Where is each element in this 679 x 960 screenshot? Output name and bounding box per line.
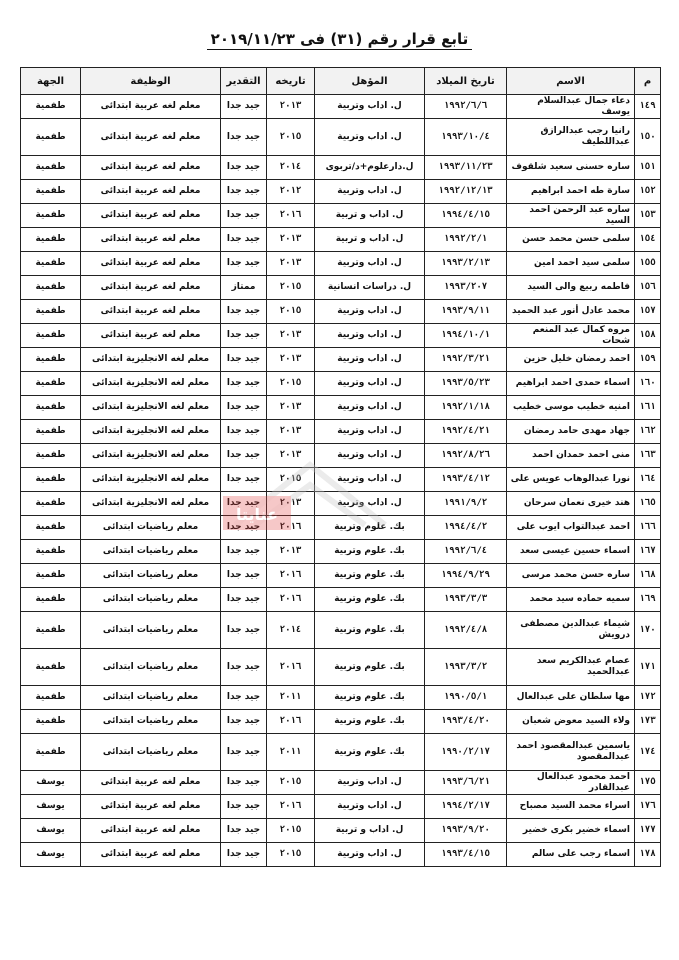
row-name-cell: جهاد مهدى حامد رمضان	[507, 420, 635, 444]
row-job-cell: معلم لغه عربية ابتدائى	[81, 771, 221, 795]
row-qualification-cell: ل. اداب وتربية	[315, 468, 425, 492]
row-index-cell: ١٧٠	[635, 612, 661, 649]
row-birth-date-cell: ١٩٩٤/٢/١٧	[425, 795, 507, 819]
row-index-cell: ١٥٧	[635, 300, 661, 324]
row-name-cell: رانيا رجب عبدالرازق عبداللطيف	[507, 119, 635, 156]
row-qualification-year-cell: ٢٠١٥	[267, 843, 315, 867]
row-department-cell: طفمية	[21, 516, 81, 540]
row-qualification-cell: ل. اداب وتربية	[315, 444, 425, 468]
table-body	[21, 95, 661, 867]
row-job-cell: معلم لغه عربية ابتدائى	[81, 119, 221, 156]
table-row	[21, 819, 661, 843]
row-department-cell: طفمية	[21, 444, 81, 468]
appointments-table	[20, 67, 661, 867]
row-grade-cell: جيد جدا	[221, 843, 267, 867]
row-qualification-cell: ل. دراسات انسانية	[315, 276, 425, 300]
row-qualification-cell: ل. اداب وتربية	[315, 771, 425, 795]
row-name-cell: ساره حسنى سعيد شلقوف	[507, 156, 635, 180]
table-row	[21, 843, 661, 867]
row-qualification-cell: بك. علوم وتربية	[315, 649, 425, 686]
row-qualification-year-cell: ٢٠١١	[267, 734, 315, 771]
row-qualification-year-cell: ٢٠١٥	[267, 468, 315, 492]
row-qualification-cell: ل. اداب وتربية	[315, 180, 425, 204]
row-birth-date-cell: ١٩٩٢/١/١٨	[425, 396, 507, 420]
table-row	[21, 348, 661, 372]
row-qualification-cell: ل. اداب وتربية	[315, 348, 425, 372]
row-grade-cell: جيد جدا	[221, 348, 267, 372]
row-index-cell: ١٥٢	[635, 180, 661, 204]
table-row	[21, 795, 661, 819]
row-job-cell: معلم لغه عربية ابتدائى	[81, 276, 221, 300]
col-header-index: م	[635, 68, 661, 95]
row-name-cell: سميه حماده سيد محمد	[507, 588, 635, 612]
row-qualification-year-cell: ٢٠١٦	[267, 649, 315, 686]
row-department-cell: طفمية	[21, 276, 81, 300]
row-name-cell: مها سلطان على عبدالعال	[507, 686, 635, 710]
row-name-cell: دعاء جمال عبدالسلام يوسف	[507, 95, 635, 119]
row-birth-date-cell: ١٩٩٣/٢/١٣	[425, 252, 507, 276]
row-grade-cell: ممتاز	[221, 276, 267, 300]
row-qualification-year-cell: ٢٠١٣	[267, 228, 315, 252]
row-job-cell: معلم لغه الانجليزية ابتدائى	[81, 492, 221, 516]
row-name-cell: احمد عبدالتواب ايوب على	[507, 516, 635, 540]
row-job-cell: معلم لغه الانجليزية ابتدائى	[81, 468, 221, 492]
row-qualification-cell: ل. اداب وتربية	[315, 795, 425, 819]
row-grade-cell: جيد جدا	[221, 396, 267, 420]
col-header-qualification-year: تاريخه	[267, 68, 315, 95]
row-birth-date-cell: ١٩٩٣/٤/١٥	[425, 843, 507, 867]
row-department-cell: طفمية	[21, 228, 81, 252]
row-department-cell: يوسف	[21, 819, 81, 843]
row-qualification-year-cell: ٢٠١٣	[267, 492, 315, 516]
row-name-cell: اسماء خضير بكرى خضير	[507, 819, 635, 843]
row-index-cell: ١٧٨	[635, 843, 661, 867]
row-job-cell: معلم لغه عربية ابتدائى	[81, 228, 221, 252]
row-job-cell: معلم لغه الانجليزية ابتدائى	[81, 420, 221, 444]
row-qualification-year-cell: ٢٠١٣	[267, 95, 315, 119]
row-qualification-cell: ل. اداب وتربية	[315, 843, 425, 867]
row-grade-cell: جيد جدا	[221, 771, 267, 795]
row-index-cell: ١٥٠	[635, 119, 661, 156]
row-grade-cell: جيد جدا	[221, 795, 267, 819]
row-birth-date-cell: ١٩٩٢/١٢/١٣	[425, 180, 507, 204]
row-index-cell: ١٧٧	[635, 819, 661, 843]
row-job-cell: معلم لغه عربية ابتدائى	[81, 300, 221, 324]
row-name-cell: مروه كمال عبد المنعم شحات	[507, 324, 635, 348]
row-job-cell: معلم رياضيات ابتدائى	[81, 734, 221, 771]
row-grade-cell: جيد جدا	[221, 710, 267, 734]
row-qualification-cell: بك. علوم وتربية	[315, 734, 425, 771]
row-name-cell: اسماء رجب على سالم	[507, 843, 635, 867]
row-department-cell: طفمية	[21, 300, 81, 324]
table-row	[21, 228, 661, 252]
row-job-cell: معلم رياضيات ابتدائى	[81, 516, 221, 540]
row-birth-date-cell: ١٩٩٣/٢٠٧	[425, 276, 507, 300]
row-department-cell: طفمية	[21, 119, 81, 156]
row-name-cell: ولاء السيد معوض شعبان	[507, 710, 635, 734]
row-qualification-cell: بك. علوم وتربية	[315, 540, 425, 564]
row-qualification-year-cell: ٢٠١٢	[267, 180, 315, 204]
row-index-cell: ١٦٧	[635, 540, 661, 564]
row-grade-cell: جيد جدا	[221, 444, 267, 468]
row-grade-cell: جيد جدا	[221, 156, 267, 180]
row-index-cell: ١٤٩	[635, 95, 661, 119]
row-job-cell: معلم لغه الانجليزية ابتدائى	[81, 396, 221, 420]
row-qualification-year-cell: ٢٠١٥	[267, 372, 315, 396]
table-row	[21, 180, 661, 204]
row-qualification-year-cell: ٢٠١٥	[267, 771, 315, 795]
row-qualification-year-cell: ٢٠١٦	[267, 710, 315, 734]
table-row	[21, 710, 661, 734]
row-birth-date-cell: ١٩٩٠/٥/١	[425, 686, 507, 710]
row-job-cell: معلم لغه عربية ابتدائى	[81, 795, 221, 819]
col-header-department: الجهة	[21, 68, 81, 95]
row-name-cell: ساره عبد الرحمن احمد السيد	[507, 204, 635, 228]
row-grade-cell: جيد جدا	[221, 588, 267, 612]
row-birth-date-cell: ١٩٩١/٩/٢	[425, 492, 507, 516]
row-birth-date-cell: ١٩٩٣/٤/١٢	[425, 468, 507, 492]
header-row	[21, 68, 661, 95]
row-job-cell: معلم رياضيات ابتدائى	[81, 649, 221, 686]
row-qualification-year-cell: ٢٠١٣	[267, 252, 315, 276]
row-qualification-cell: ل. اداب وتربية	[315, 492, 425, 516]
table-row	[21, 686, 661, 710]
row-birth-date-cell: ١٩٩٢/٣/٢١	[425, 348, 507, 372]
row-index-cell: ١٦٨	[635, 564, 661, 588]
row-grade-cell: جيد جدا	[221, 540, 267, 564]
table-row	[21, 204, 661, 228]
row-department-cell: طفمية	[21, 612, 81, 649]
table-row	[21, 300, 661, 324]
row-department-cell: طفمية	[21, 156, 81, 180]
row-qualification-cell: ل. اداب وتربية	[315, 95, 425, 119]
row-name-cell: ياسمين عبدالمقصود احمد عبدالمقصود	[507, 734, 635, 771]
row-birth-date-cell: ١٩٩٠/٢/١٧	[425, 734, 507, 771]
row-birth-date-cell: ١٩٩٣/٣/٢	[425, 649, 507, 686]
row-job-cell: معلم رياضيات ابتدائى	[81, 686, 221, 710]
row-index-cell: ١٥٩	[635, 348, 661, 372]
row-grade-cell: جيد جدا	[221, 492, 267, 516]
row-grade-cell: جيد جدا	[221, 819, 267, 843]
row-qualification-year-cell: ٢٠١٣	[267, 540, 315, 564]
row-job-cell: معلم لغه عربية ابتدائى	[81, 819, 221, 843]
row-grade-cell: جيد جدا	[221, 204, 267, 228]
row-department-cell: طفمية	[21, 540, 81, 564]
row-index-cell: ١٦١	[635, 396, 661, 420]
row-birth-date-cell: ١٩٩٤/٩/٢٩	[425, 564, 507, 588]
row-qualification-cell: ل. اداب و تربية	[315, 204, 425, 228]
col-header-grade: التقدير	[221, 68, 267, 95]
row-birth-date-cell: ١٩٩٣/٥/٢٣	[425, 372, 507, 396]
table-row	[21, 324, 661, 348]
row-qualification-cell: بك. علوم وتربية	[315, 612, 425, 649]
row-index-cell: ١٧٦	[635, 795, 661, 819]
row-grade-cell: جيد جدا	[221, 372, 267, 396]
row-index-cell: ١٧٤	[635, 734, 661, 771]
row-department-cell: طفمية	[21, 372, 81, 396]
row-qualification-year-cell: ٢٠١٤	[267, 612, 315, 649]
row-job-cell: معلم لغه عربية ابتدائى	[81, 204, 221, 228]
table-row	[21, 396, 661, 420]
row-qualification-year-cell: ٢٠١٦	[267, 564, 315, 588]
row-qualification-year-cell: ٢٠١٣	[267, 324, 315, 348]
row-department-cell: طفمية	[21, 348, 81, 372]
row-department-cell: طفمية	[21, 204, 81, 228]
row-birth-date-cell: ١٩٩٢/٤/٢١	[425, 420, 507, 444]
row-name-cell: نورا عبدالوهاب عويس على	[507, 468, 635, 492]
row-department-cell: طفمية	[21, 686, 81, 710]
row-job-cell: معلم لغه عربية ابتدائى	[81, 843, 221, 867]
row-index-cell: ١٥٥	[635, 252, 661, 276]
row-birth-date-cell: ١٩٩٤/٤/١٥	[425, 204, 507, 228]
row-name-cell: احمد رمضان خليل حزين	[507, 348, 635, 372]
row-index-cell: ١٦٦	[635, 516, 661, 540]
row-birth-date-cell: ١٩٩٤/١٠/١	[425, 324, 507, 348]
row-index-cell: ١٦٢	[635, 420, 661, 444]
row-job-cell: معلم لغه الانجليزية ابتدائى	[81, 372, 221, 396]
row-grade-cell: جيد جدا	[221, 612, 267, 649]
row-grade-cell: جيد جدا	[221, 228, 267, 252]
row-index-cell: ١٥٨	[635, 324, 661, 348]
row-department-cell: طفمية	[21, 492, 81, 516]
row-qualification-year-cell: ٢٠١٣	[267, 348, 315, 372]
row-department-cell: طفمية	[21, 649, 81, 686]
row-name-cell: منى احمد حمدان احمد	[507, 444, 635, 468]
row-index-cell: ١٥١	[635, 156, 661, 180]
row-job-cell: معلم رياضيات ابتدائى	[81, 588, 221, 612]
row-department-cell: يوسف	[21, 795, 81, 819]
row-job-cell: معلم لغه عربية ابتدائى	[81, 95, 221, 119]
table-row	[21, 276, 661, 300]
table-row	[21, 649, 661, 686]
row-index-cell: ١٦٥	[635, 492, 661, 516]
row-name-cell: هند خيرى نعمان سرحان	[507, 492, 635, 516]
row-job-cell: معلم لغه عربية ابتدائى	[81, 156, 221, 180]
row-name-cell: فاطمه ربيع والى السيد	[507, 276, 635, 300]
row-grade-cell: جيد جدا	[221, 95, 267, 119]
row-grade-cell: جيد جدا	[221, 324, 267, 348]
table-row	[21, 156, 661, 180]
row-qualification-year-cell: ٢٠١٣	[267, 444, 315, 468]
row-qualification-cell: ل. اداب وتربية	[315, 324, 425, 348]
row-birth-date-cell: ١٩٩٣/١١/٢٣	[425, 156, 507, 180]
row-birth-date-cell: ١٩٩٣/٩/٢٠	[425, 819, 507, 843]
row-qualification-cell: ل. اداب وتربية	[315, 119, 425, 156]
row-qualification-year-cell: ٢٠١١	[267, 686, 315, 710]
watermark-text: عنايتا	[235, 505, 279, 524]
row-grade-cell: جيد جدا	[221, 119, 267, 156]
row-grade-cell: جيد جدا	[221, 734, 267, 771]
col-header-birth-date: تاريخ الميلاد	[425, 68, 507, 95]
row-index-cell: ١٦٤	[635, 468, 661, 492]
table-row	[21, 588, 661, 612]
row-name-cell: ساره حسن محمد مرسى	[507, 564, 635, 588]
row-department-cell: طفمية	[21, 324, 81, 348]
row-qualification-cell: بك. علوم وتربية	[315, 588, 425, 612]
row-grade-cell: جيد جدا	[221, 686, 267, 710]
row-name-cell: اسماء حسين عيسى سعد	[507, 540, 635, 564]
row-birth-date-cell: ١٩٩٣/١٠/٤	[425, 119, 507, 156]
row-birth-date-cell: ١٩٩٢/٦/٦	[425, 95, 507, 119]
row-name-cell: شيماء عبدالدين مصطفى درويش	[507, 612, 635, 649]
table-row	[21, 252, 661, 276]
row-grade-cell: جيد جدا	[221, 300, 267, 324]
table-row	[21, 771, 661, 795]
row-birth-date-cell: ١٩٩٢/٤/٨	[425, 612, 507, 649]
row-birth-date-cell: ١٩٩٢/٢/١	[425, 228, 507, 252]
row-qualification-cell: ل. اداب وتربية	[315, 420, 425, 444]
row-name-cell: احمد محمود عبدالعال عبدالقادر	[507, 771, 635, 795]
row-qualification-cell: بك. علوم وتربية	[315, 564, 425, 588]
col-header-qualification: المؤهل	[315, 68, 425, 95]
table-row	[21, 734, 661, 771]
row-birth-date-cell: ١٩٩٣/٩/١١	[425, 300, 507, 324]
row-department-cell: طفمية	[21, 396, 81, 420]
row-name-cell: عصام عبدالكريم سعد عبدالحميد	[507, 649, 635, 686]
row-index-cell: ١٧٢	[635, 686, 661, 710]
row-birth-date-cell: ١٩٩٢/٦/٤	[425, 540, 507, 564]
row-job-cell: معلم لغه عربية ابتدائى	[81, 180, 221, 204]
table-header	[21, 68, 661, 95]
row-qualification-year-cell: ٢٠١٦	[267, 516, 315, 540]
row-department-cell: طفمية	[21, 588, 81, 612]
row-index-cell: ١٦٠	[635, 372, 661, 396]
row-index-cell: ١٧٣	[635, 710, 661, 734]
row-name-cell: سارة طه احمد ابراهيم	[507, 180, 635, 204]
row-grade-cell: جيد جدا	[221, 516, 267, 540]
row-department-cell: طفمية	[21, 420, 81, 444]
row-name-cell: سلمى سيد احمد امين	[507, 252, 635, 276]
table-row	[21, 516, 661, 540]
row-qualification-cell: بك. علوم وتربية	[315, 710, 425, 734]
row-name-cell: سلمى حسن محمد حسن	[507, 228, 635, 252]
row-qualification-year-cell: ٢٠١٦	[267, 588, 315, 612]
table-row	[21, 492, 661, 516]
row-qualification-cell: بك. علوم وتربية	[315, 686, 425, 710]
row-job-cell: معلم لغه عربية ابتدائى	[81, 324, 221, 348]
row-index-cell: ١٧١	[635, 649, 661, 686]
row-qualification-year-cell: ٢٠١٤	[267, 156, 315, 180]
row-index-cell: ١٦٣	[635, 444, 661, 468]
row-qualification-cell: ل.دارعلوم+د/تربوى	[315, 156, 425, 180]
row-qualification-cell: ل. اداب وتربية	[315, 396, 425, 420]
row-name-cell: محمد عادل أنور عبد الحميد	[507, 300, 635, 324]
row-qualification-cell: ل. اداب وتربية	[315, 300, 425, 324]
row-grade-cell: جيد جدا	[221, 180, 267, 204]
row-department-cell: يوسف	[21, 843, 81, 867]
row-qualification-year-cell: ٢٠١٥	[267, 276, 315, 300]
row-index-cell: ١٥٤	[635, 228, 661, 252]
table-row	[21, 540, 661, 564]
row-birth-date-cell: ١٩٩٣/٦/٢١	[425, 771, 507, 795]
row-qualification-cell: ل. اداب و تربية	[315, 228, 425, 252]
table-row	[21, 564, 661, 588]
row-name-cell: امنيه خطيب موسى خطيب	[507, 396, 635, 420]
row-birth-date-cell: ١٩٩٢/٨/٢٦	[425, 444, 507, 468]
row-grade-cell: جيد جدا	[221, 564, 267, 588]
row-index-cell: ١٦٩	[635, 588, 661, 612]
row-qualification-year-cell: ٢٠١٥	[267, 119, 315, 156]
row-grade-cell: جيد جدا	[221, 420, 267, 444]
table-row	[21, 612, 661, 649]
row-department-cell: طفمية	[21, 180, 81, 204]
row-qualification-cell: ل. اداب وتربية	[315, 252, 425, 276]
row-qualification-year-cell: ٢٠١٥	[267, 300, 315, 324]
row-grade-cell: جيد جدا	[221, 468, 267, 492]
row-qualification-year-cell: ٢٠١٣	[267, 420, 315, 444]
row-grade-cell: جيد جدا	[221, 252, 267, 276]
row-job-cell: معلم رياضيات ابتدائى	[81, 540, 221, 564]
row-job-cell: معلم رياضيات ابتدائى	[81, 612, 221, 649]
table-row	[21, 444, 661, 468]
row-job-cell: معلم لغه الانجليزية ابتدائى	[81, 444, 221, 468]
row-birth-date-cell: ١٩٩٣/٣/٣	[425, 588, 507, 612]
table-row	[21, 420, 661, 444]
row-job-cell: معلم رياضيات ابتدائى	[81, 710, 221, 734]
row-qualification-year-cell: ٢٠١٥	[267, 819, 315, 843]
table-row	[21, 95, 661, 119]
row-department-cell: طفمية	[21, 710, 81, 734]
row-department-cell: طفمية	[21, 734, 81, 771]
row-job-cell: معلم لغه الانجليزية ابتدائى	[81, 348, 221, 372]
row-index-cell: ١٥٣	[635, 204, 661, 228]
row-index-cell: ١٧٥	[635, 771, 661, 795]
row-department-cell: طفمية	[21, 468, 81, 492]
row-qualification-year-cell: ٢٠١٦	[267, 204, 315, 228]
row-birth-date-cell: ١٩٩٤/٤/٢	[425, 516, 507, 540]
row-department-cell: طفمية	[21, 252, 81, 276]
row-qualification-year-cell: ٢٠١٣	[267, 396, 315, 420]
row-job-cell: معلم لغه عربية ابتدائى	[81, 252, 221, 276]
row-department-cell: طفمية	[21, 95, 81, 119]
col-header-name: الاسم	[507, 68, 635, 95]
row-job-cell: معلم رياضيات ابتدائى	[81, 564, 221, 588]
document-title	[0, 30, 679, 48]
row-department-cell: طفمية	[21, 564, 81, 588]
col-header-job: الوظيفة	[81, 68, 221, 95]
table-row	[21, 372, 661, 396]
row-department-cell: يوسف	[21, 771, 81, 795]
row-grade-cell: جيد جدا	[221, 649, 267, 686]
document-title-text: تابع قرار رقم (٣١) فى ٢٠١٩/١١/٢٣	[207, 30, 473, 50]
table-row	[21, 119, 661, 156]
row-qualification-cell: بك. علوم وتربية	[315, 516, 425, 540]
row-name-cell: اسراء محمد السيد مصباح	[507, 795, 635, 819]
table-row	[21, 468, 661, 492]
row-birth-date-cell: ١٩٩٣/٤/٢٠	[425, 710, 507, 734]
row-qualification-year-cell: ٢٠١٦	[267, 795, 315, 819]
row-qualification-cell: ل. اداب و تربية	[315, 819, 425, 843]
row-index-cell: ١٥٦	[635, 276, 661, 300]
row-qualification-cell: ل. اداب وتربية	[315, 372, 425, 396]
row-name-cell: اسماء حمدى احمد ابراهيم	[507, 372, 635, 396]
